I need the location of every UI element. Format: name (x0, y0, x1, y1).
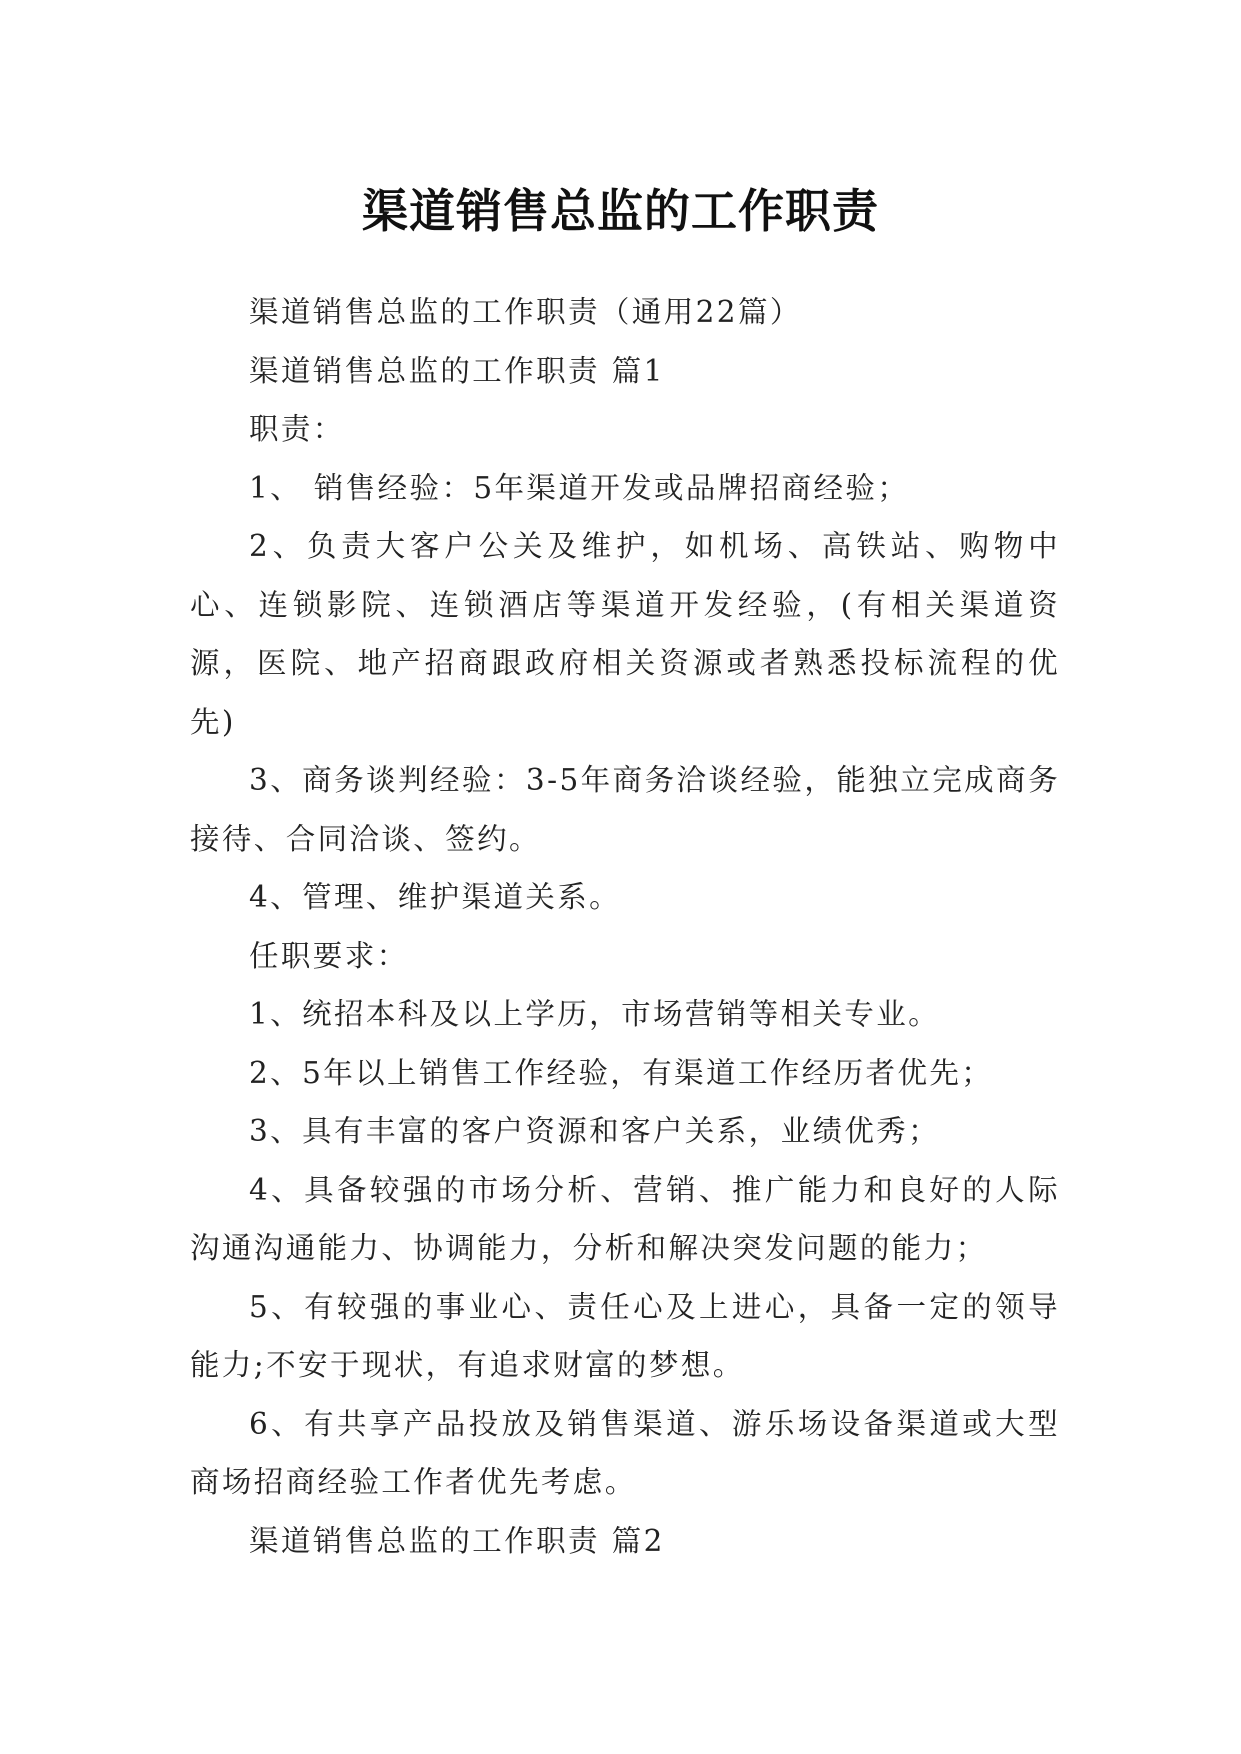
subtitle-paragraph: 渠道销售总监的工作职责（通用22篇） (249, 295, 802, 329)
duty-item: 1、 销售经验：5年渠道开发或品牌招商经验； (249, 470, 910, 505)
duty-item: 3、商务谈判经验：3-5年商务洽谈经验，能独立完成商务接待、合同洽谈、签约。 (190, 763, 1060, 856)
requirements-heading: 任职要求： (249, 938, 409, 973)
document-body (190, 283, 1060, 1570)
section-heading: 渠道销售总监的工作职责 篇1 (249, 353, 665, 388)
requirement-item: 2、5年以上销售工作经验，有渠道工作经历者优先； (249, 1055, 994, 1090)
requirement-item: 1、统招本科及以上学历，市场营销等相关专业。 (249, 997, 941, 1031)
duties-heading: 职责： (249, 412, 345, 446)
document-title: 渠道销售总监的工作职责 (362, 183, 879, 238)
requirement-item: 6、有共享产品投放及销售渠道、游乐场设备渠道或大型商场招商经验工作者优先考虑。 (190, 1406, 1060, 1499)
requirement-item: 4、具备较强的市场分析、营销、推广能力和良好的人际沟通沟通能力、协调能力，分析和解决突发问题的能力； (190, 1172, 1060, 1265)
requirement-item: 5、有较强的事业心、责任心及上进心，具备一定的领导能力;不安于现状，有追求财富的梦想。 (190, 1289, 1060, 1382)
duty-item: 2、负责大客户公关及维护，如机场、高铁站、购物中心、连锁影院、连锁酒店等渠道开发经验，(有相关渠道资源，医院、地产招商跟政府相关资源或者熟悉投标流程的优先) (190, 529, 1060, 739)
section-heading: 渠道销售总监的工作职责 篇2 (249, 1523, 665, 1558)
requirement-item: 3、具有丰富的客户资源和客户关系，业绩优秀； (249, 1114, 941, 1148)
duty-item: 4、管理、维护渠道关系。 (249, 880, 622, 914)
